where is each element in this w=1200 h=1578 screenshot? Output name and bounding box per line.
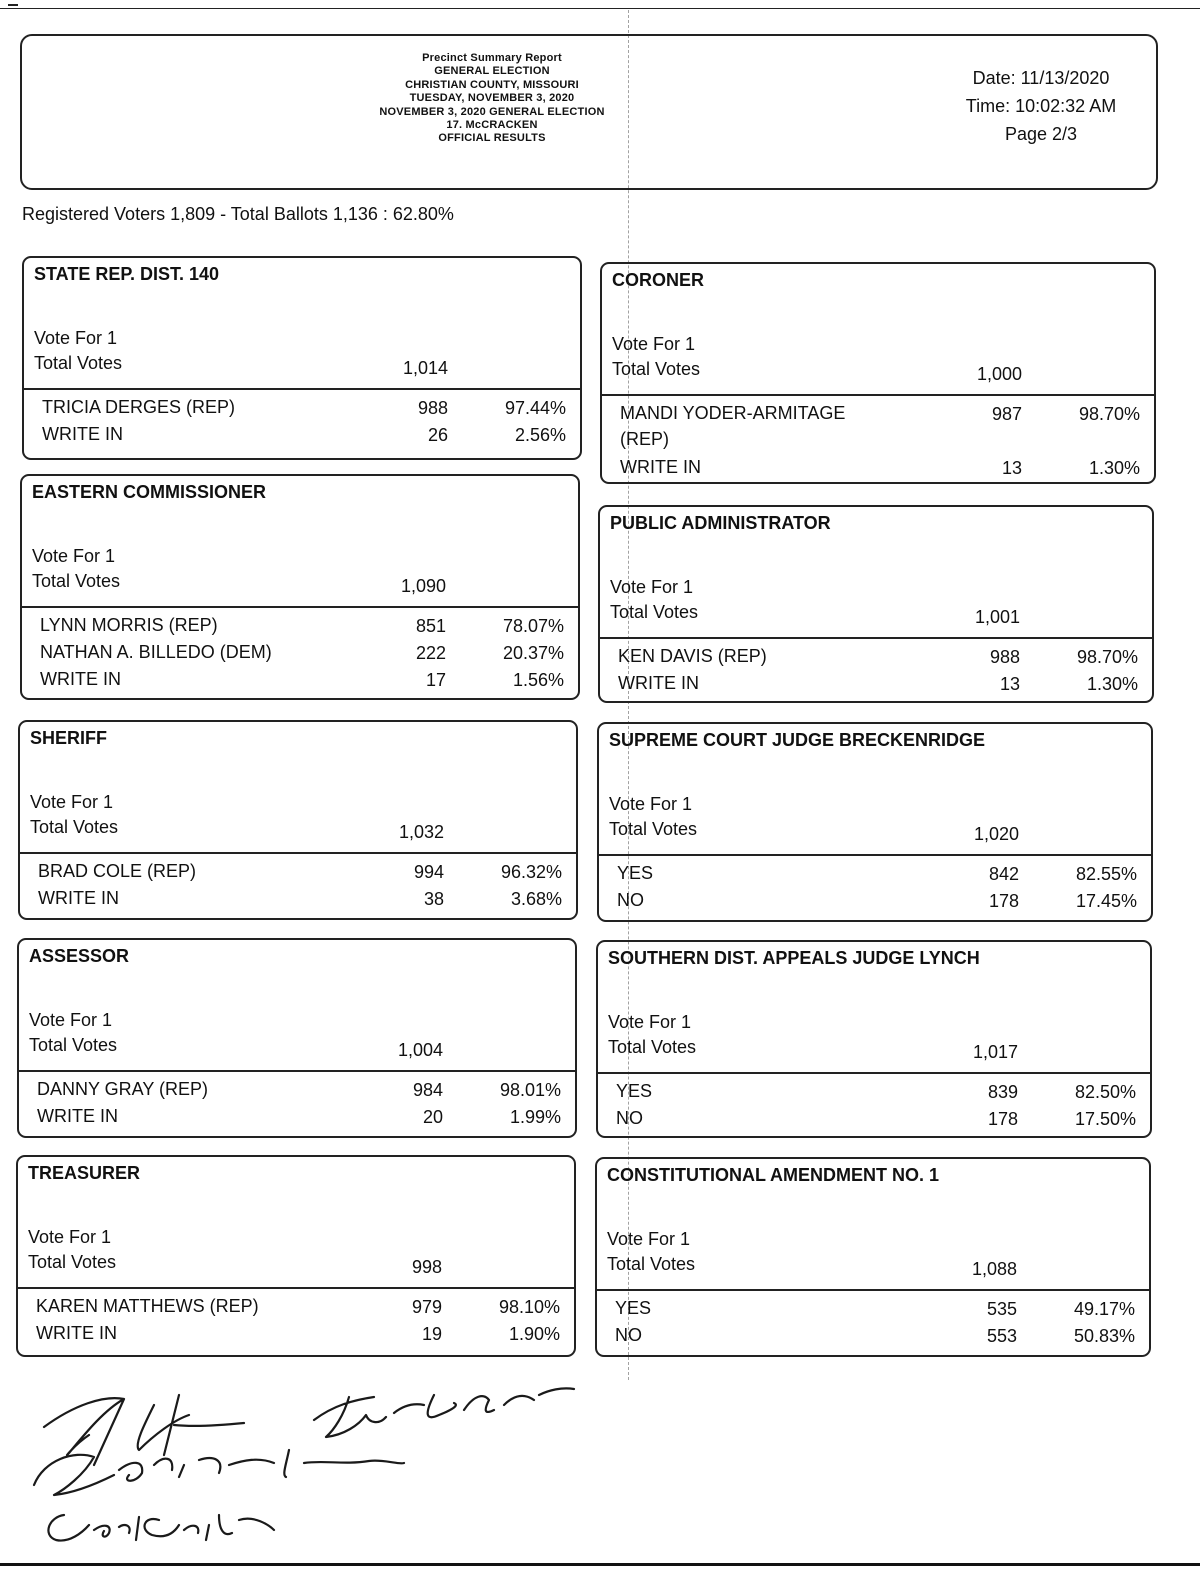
candidate-votes: 38 bbox=[423, 889, 444, 909]
candidate-name: YES bbox=[616, 1081, 653, 1101]
candidate-row bbox=[597, 1295, 1149, 1322]
candidate-percent: 98.01% bbox=[499, 1080, 561, 1100]
race-title: STATE REP. DIST. 140 bbox=[34, 264, 220, 284]
candidate-percent: 96.32% bbox=[500, 862, 562, 882]
candidate-name: MANDI YODER-ARMITAGE (REP) bbox=[620, 403, 846, 449]
candidate-name: WRITE IN bbox=[40, 669, 121, 689]
race-divider bbox=[19, 1070, 575, 1072]
total-votes-label: Total Votes bbox=[610, 602, 699, 622]
race-divider bbox=[18, 1287, 574, 1289]
race-public-administrator bbox=[598, 505, 1154, 703]
candidate-votes: 178 bbox=[988, 891, 1019, 911]
vote-for-label: Vote For 1 bbox=[30, 792, 114, 812]
report-header-title bbox=[352, 52, 632, 146]
candidate-percent: 20.37% bbox=[502, 643, 564, 663]
race-divider bbox=[600, 637, 1152, 639]
candidate-row bbox=[20, 858, 576, 885]
candidate-row bbox=[19, 1076, 575, 1103]
signature-3 bbox=[34, 1450, 404, 1495]
total-votes-value: 1,014 bbox=[402, 358, 448, 378]
candidate-name: LYNN MORRIS (REP) bbox=[40, 615, 218, 635]
header-line: TUESDAY, NOVEMBER 3, 2020 bbox=[409, 92, 575, 105]
header-line: Precinct Summary Report bbox=[422, 52, 562, 64]
candidate-row bbox=[600, 643, 1152, 670]
candidate-row bbox=[22, 612, 578, 639]
candidate-votes: 20 bbox=[422, 1107, 443, 1127]
total-votes-value: 1,020 bbox=[973, 824, 1019, 844]
candidate-row bbox=[602, 400, 1154, 449]
candidate-percent: 1.30% bbox=[1088, 458, 1140, 478]
candidate-name: WRITE IN bbox=[37, 1106, 118, 1126]
header-line: GENERAL ELECTION bbox=[434, 65, 550, 78]
candidate-percent: 3.68% bbox=[510, 889, 562, 909]
race-title: CONSTITUTIONAL AMENDMENT NO. 1 bbox=[607, 1165, 939, 1185]
candidate-row bbox=[22, 639, 578, 666]
candidate-votes: 13 bbox=[999, 674, 1020, 694]
total-votes-value: 1,001 bbox=[974, 607, 1020, 627]
candidate-percent: 1.30% bbox=[1086, 674, 1138, 694]
candidate-row bbox=[602, 454, 1154, 481]
candidate-percent: 17.45% bbox=[1075, 891, 1137, 911]
vote-for-label: Vote For 1 bbox=[609, 794, 693, 814]
race-assessor bbox=[17, 938, 577, 1138]
candidate-percent: 98.10% bbox=[498, 1297, 560, 1317]
candidate-row bbox=[20, 885, 576, 912]
race-title: CORONER bbox=[612, 270, 705, 290]
candidate-name: BRAD COLE (REP) bbox=[38, 861, 197, 881]
race-treasurer bbox=[16, 1155, 576, 1357]
candidate-name: NO bbox=[615, 1325, 642, 1345]
bottom-rule bbox=[0, 1563, 1200, 1566]
candidate-name: NO bbox=[616, 1108, 643, 1128]
candidate-votes: 979 bbox=[411, 1297, 442, 1317]
candidate-name: WRITE IN bbox=[38, 888, 119, 908]
candidate-row bbox=[18, 1293, 574, 1320]
vote-for-label: Vote For 1 bbox=[28, 1227, 112, 1247]
vote-for-label: Vote For 1 bbox=[29, 1010, 113, 1030]
report-date: Date: 11/13/2020 bbox=[972, 68, 1110, 88]
candidate-votes: 987 bbox=[991, 404, 1022, 424]
candidate-row bbox=[18, 1320, 574, 1347]
top-rule bbox=[0, 8, 1200, 9]
candidate-percent: 1.99% bbox=[509, 1107, 561, 1127]
candidate-votes: 17 bbox=[425, 670, 446, 690]
race-title: TREASURER bbox=[28, 1163, 141, 1183]
candidate-percent: 98.70% bbox=[1076, 647, 1138, 667]
vote-for-label: Vote For 1 bbox=[612, 334, 696, 354]
header-line: OFFICIAL RESULTS bbox=[438, 132, 546, 145]
candidate-row bbox=[597, 1322, 1149, 1349]
signature-4 bbox=[48, 1515, 274, 1541]
candidate-votes: 19 bbox=[421, 1324, 442, 1344]
candidate-row bbox=[24, 421, 580, 448]
candidate-percent: 1.90% bbox=[508, 1324, 560, 1344]
total-votes-label: Total Votes bbox=[612, 359, 701, 379]
report-page: Page 2/3 bbox=[1004, 124, 1078, 144]
candidate-percent: 82.50% bbox=[1074, 1082, 1136, 1102]
candidate-percent: 2.56% bbox=[514, 425, 566, 445]
candidate-percent: 98.70% bbox=[1078, 404, 1140, 424]
total-votes-label: Total Votes bbox=[34, 353, 123, 373]
race-title: SUPREME COURT JUDGE BRECKENRIDGE bbox=[609, 730, 986, 750]
total-votes-value: 1,088 bbox=[971, 1259, 1017, 1279]
candidate-row bbox=[598, 1105, 1150, 1132]
vote-for-label: Vote For 1 bbox=[34, 328, 118, 348]
header-line: NOVEMBER 3, 2020 GENERAL ELECTION bbox=[379, 105, 605, 118]
candidate-votes: 842 bbox=[988, 864, 1019, 884]
race-state-rep bbox=[22, 256, 582, 460]
candidate-name: WRITE IN bbox=[620, 457, 701, 477]
race-eastern-commissioner bbox=[20, 474, 580, 700]
candidate-votes: 26 bbox=[427, 425, 448, 445]
candidate-row bbox=[19, 1103, 575, 1130]
candidate-row bbox=[22, 666, 578, 693]
total-votes-label: Total Votes bbox=[32, 571, 121, 591]
signature-2 bbox=[314, 1388, 574, 1437]
race-divider bbox=[20, 852, 576, 854]
candidate-votes: 535 bbox=[986, 1299, 1017, 1319]
candidate-percent: 78.07% bbox=[502, 616, 564, 636]
total-votes-label: Total Votes bbox=[608, 1037, 697, 1057]
race-divider bbox=[602, 394, 1154, 396]
race-coroner bbox=[600, 262, 1156, 484]
candidate-name: YES bbox=[615, 1298, 652, 1318]
candidate-percent: 1.56% bbox=[512, 670, 564, 690]
report-header bbox=[20, 34, 1158, 190]
total-votes-label: Total Votes bbox=[28, 1252, 117, 1272]
total-votes-value: 1,004 bbox=[397, 1040, 443, 1060]
candidate-votes: 988 bbox=[989, 647, 1020, 667]
header-line: CHRISTIAN COUNTY, MISSOURI bbox=[405, 78, 579, 91]
candidate-votes: 222 bbox=[415, 643, 446, 663]
report-meta bbox=[936, 64, 1146, 148]
race-title: SOUTHERN DIST. APPEALS JUDGE LYNCH bbox=[608, 948, 980, 968]
candidate-votes: 851 bbox=[415, 616, 446, 636]
total-votes-value: 1,000 bbox=[976, 364, 1022, 384]
candidate-votes: 984 bbox=[412, 1080, 443, 1100]
race-divider bbox=[597, 1289, 1149, 1291]
race-supreme-court-judge bbox=[597, 722, 1153, 922]
race-divider bbox=[598, 1072, 1150, 1074]
vote-for-label: Vote For 1 bbox=[608, 1012, 692, 1032]
vote-for-label: Vote For 1 bbox=[607, 1229, 691, 1249]
race-title: SHERIFF bbox=[30, 728, 108, 748]
candidate-votes: 988 bbox=[417, 398, 448, 418]
candidate-name: WRITE IN bbox=[618, 673, 699, 693]
candidate-row bbox=[24, 394, 580, 421]
race-divider bbox=[24, 388, 580, 390]
candidate-name: NO bbox=[617, 890, 644, 910]
race-title: ASSESSOR bbox=[29, 946, 130, 966]
total-votes-value: 1,090 bbox=[400, 576, 446, 596]
race-title: PUBLIC ADMINISTRATOR bbox=[610, 513, 831, 533]
candidate-votes: 839 bbox=[987, 1082, 1018, 1102]
race-sheriff bbox=[18, 720, 578, 920]
total-votes-label: Total Votes bbox=[29, 1035, 118, 1055]
total-votes-label: Total Votes bbox=[607, 1254, 696, 1274]
candidate-row bbox=[600, 670, 1152, 697]
candidate-name: TRICIA DERGES (REP) bbox=[42, 397, 236, 417]
total-votes-value: 1,017 bbox=[972, 1042, 1018, 1062]
candidate-votes: 553 bbox=[986, 1326, 1017, 1346]
candidate-row bbox=[598, 1078, 1150, 1105]
registration-summary: Registered Voters 1,809 - Total Ballots 1,136 : 62.80% bbox=[22, 204, 454, 224]
total-votes-label: Total Votes bbox=[609, 819, 698, 839]
candidate-row bbox=[599, 860, 1151, 887]
candidate-votes: 994 bbox=[413, 862, 444, 882]
candidate-percent: 82.55% bbox=[1075, 864, 1137, 884]
candidate-votes: 178 bbox=[987, 1109, 1018, 1129]
candidate-percent: 17.50% bbox=[1074, 1109, 1136, 1129]
signatures bbox=[14, 1365, 614, 1560]
race-divider bbox=[22, 606, 578, 608]
total-votes-label: Total Votes bbox=[30, 817, 119, 837]
candidate-percent: 50.83% bbox=[1073, 1326, 1135, 1346]
vote-for-label: Vote For 1 bbox=[610, 577, 694, 597]
header-line: 17. McCRACKEN bbox=[446, 119, 538, 132]
candidate-name: NATHAN A. BILLEDO (DEM) bbox=[40, 642, 272, 662]
candidate-row bbox=[599, 887, 1151, 914]
candidate-name: WRITE IN bbox=[42, 424, 123, 444]
total-votes-value: 998 bbox=[411, 1257, 442, 1277]
candidate-name: KAREN MATTHEWS (REP) bbox=[36, 1296, 259, 1316]
race-amendment-1 bbox=[595, 1157, 1151, 1357]
scan-mark bbox=[8, 4, 18, 6]
candidate-percent: 97.44% bbox=[504, 398, 566, 418]
candidate-percent: 49.17% bbox=[1073, 1299, 1135, 1319]
candidate-name: WRITE IN bbox=[36, 1323, 117, 1343]
candidate-name: YES bbox=[617, 863, 654, 883]
candidate-name: KEN DAVIS (REP) bbox=[618, 646, 767, 666]
candidate-name: DANNY GRAY (REP) bbox=[37, 1079, 209, 1099]
vote-for-label: Vote For 1 bbox=[32, 546, 116, 566]
race-appeals-judge bbox=[596, 940, 1152, 1138]
report-time: Time: 10:02:32 AM bbox=[965, 96, 1117, 116]
race-title: EASTERN COMMISSIONER bbox=[32, 482, 267, 502]
total-votes-value: 1,032 bbox=[398, 822, 444, 842]
race-divider bbox=[599, 854, 1151, 856]
candidate-votes: 13 bbox=[1001, 458, 1022, 478]
